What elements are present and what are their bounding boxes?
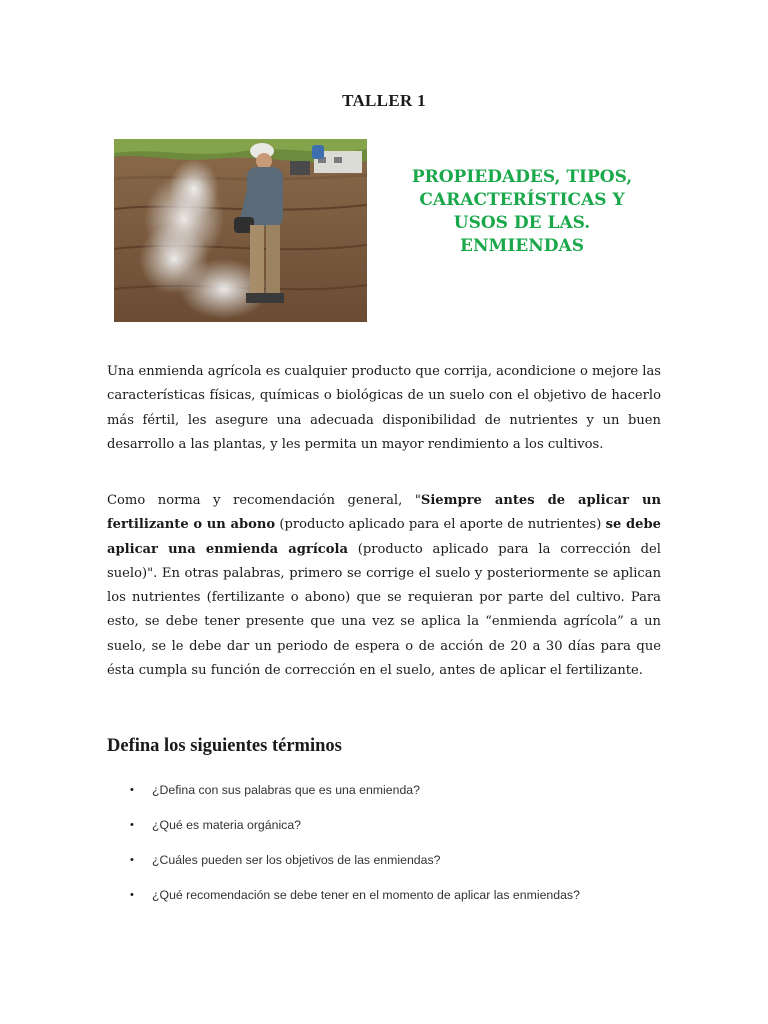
paragraph-text: (producto aplicado para el aporte de nutrientes) — [279, 517, 602, 533]
list-item — [130, 773, 690, 808]
farmer-spreading-lime-photo — [114, 139, 367, 322]
paragraph-text: Como norma y recomendación general, " — [107, 493, 421, 508]
paragraph-bold-text: Siempre antes de aplicar un fertilizante o un abono — [107, 493, 661, 533]
paragraph-recommendation — [107, 489, 661, 683]
question-text: ¿Qué recomendación se debe tener en el momento de aplicar las enmiendas? — [152, 888, 580, 902]
page-title: TALLER 1 — [342, 91, 426, 110]
heading-line: ENMIENDAS — [460, 236, 584, 256]
section-heading — [388, 166, 656, 258]
exercise-title: Defina los siguientes términos — [107, 736, 342, 756]
question-list — [130, 773, 690, 913]
list-item — [130, 808, 690, 843]
question-text: ¿Qué es materia orgánica? — [152, 818, 302, 832]
paragraph-bold-text: se debe aplicar una enmienda agrícola — [107, 517, 661, 557]
heading-line: PROPIEDADES, TIPOS, — [411, 167, 633, 187]
list-item — [130, 843, 690, 878]
bullet-icon: • — [130, 819, 134, 831]
question-text: ¿Defina con sus palabras que es una enmienda? — [152, 783, 420, 797]
paragraph-definition: Una enmienda agrícola es cualquier producto que corrija, acondicione o mejore las características físicas, químicas o biológicas de un suelo con el objetivo de hacerlo más fértil, les asegure una adecuada disponibilidad de nutrientes y un buen desarrollo a las plantas, y les permita un mayor rendimiento a los cultivos. — [107, 364, 661, 452]
heading-line: USOS DE LAS. — [453, 213, 591, 233]
heading-line: CARACTERÍSTICAS Y — [419, 190, 625, 210]
list-item — [130, 878, 690, 913]
question-text: ¿Cuáles pueden ser los objetivos de las enmiendas? — [152, 853, 441, 867]
bullet-icon: • — [130, 889, 134, 901]
bullet-icon: • — [130, 854, 134, 866]
bullet-icon: • — [130, 784, 134, 796]
paragraph-text: (producto aplicado para la corrección del suelo)". En otras palabras, primero se corrige el suelo y posteriormente se aplican los nutrientes (fertilizante o abono) que se requieran por parte del cultivo. Para esto, se debe tener presente que una vez se aplica la “enmienda agrícola” a un suelo, se le debe dar un periodo de espera o de acción de 20 a 30 días para que ésta cumpla su función de corrección en el suelo, antes de aplicar el fertilizante. — [107, 541, 661, 679]
